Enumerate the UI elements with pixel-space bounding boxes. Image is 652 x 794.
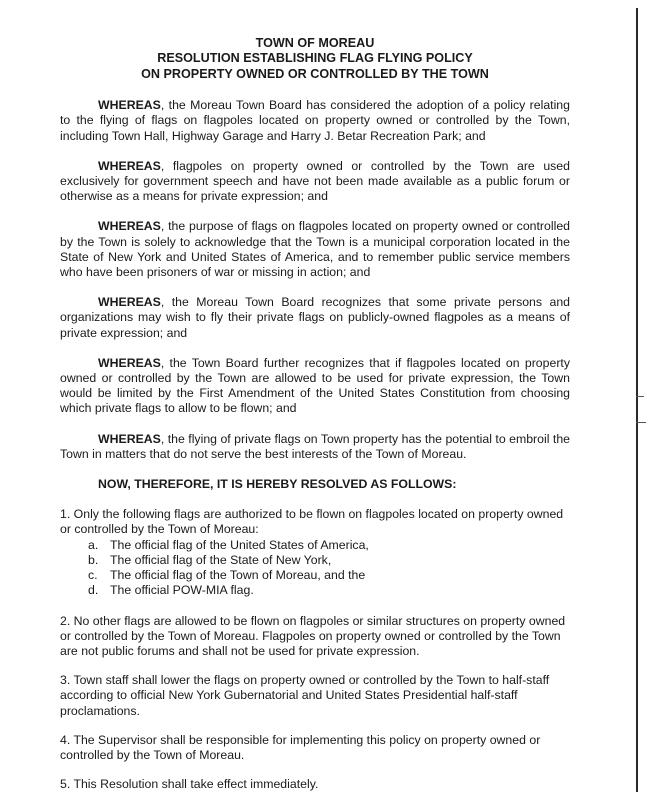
whereas-paragraph bbox=[60, 295, 570, 341]
whereas-text: , the purpose of flags on flagpoles located on property owned or controlled by the Town is solely to acknowledge that the Town is a municipal corporation located in the State of New York and United States of America, and to remember public service members who have been prisoners of war or missing in action; and bbox=[60, 219, 570, 280]
resolved-heading: NOW, THEREFORE, IT IS HEREBY RESOLVED AS FOLLOWS: bbox=[98, 477, 457, 492]
flag-item-text: The official flag of the United States of America, bbox=[110, 537, 369, 552]
authorized-flags-list bbox=[60, 538, 570, 599]
whereas-label: WHEREAS bbox=[98, 355, 161, 370]
whereas-paragraph bbox=[60, 98, 570, 144]
whereas-text: , the Town Board further recognizes that if flagpoles located on property owned or controlled by the Town are allowed to be used for private expression, the Town would be limited by the First Amendment of the United States Constitution from choosing which private flags to allow to be flown; and bbox=[60, 355, 570, 416]
whereas-text: , the Moreau Town Board recognizes that some private persons and organizations may wish to fly their private flags on publicly-owned flagpoles as a means of private expression; and bbox=[60, 295, 570, 340]
whereas-label: WHEREAS bbox=[98, 295, 161, 310]
whereas-paragraph bbox=[60, 432, 570, 462]
flag-item-letter: d. bbox=[88, 583, 99, 598]
scan-edge-line bbox=[636, 8, 638, 792]
resolution-item-4: 4. The Supervisor shall be responsible for implementing this policy on property owned or controlled by the Town of Moreau. bbox=[60, 732, 541, 762]
flag-list-item bbox=[88, 553, 570, 568]
flag-item-letter: a. bbox=[88, 537, 99, 552]
flag-item-letter: c. bbox=[88, 568, 98, 583]
whereas-text: , the flying of private flags on Town property has the potential to embroil the Town in matters that do not serve the best interests of the Town of Moreau. bbox=[60, 431, 570, 461]
flag-item-text: The official flag of the Town of Moreau, and the bbox=[110, 568, 366, 583]
resolution-item-5: 5. This Resolution shall take effect immediately. bbox=[60, 777, 319, 792]
whereas-paragraph bbox=[60, 159, 570, 205]
resolution-item-1: 1. Only the following flags are authorized to be flown on flagpoles located on property owned or controlled by the Town of Moreau: bbox=[60, 507, 564, 537]
flag-item-text: The official flag of the State of New York, bbox=[110, 552, 332, 567]
title-line-3: ON PROPERTY OWNED OR CONTROLLED BY THE TOWN bbox=[141, 66, 489, 81]
title-line-2: RESOLUTION ESTABLISHING FLAG FLYING POLICY bbox=[157, 51, 473, 66]
whereas-label: WHEREAS bbox=[98, 431, 161, 446]
whereas-label: WHEREAS bbox=[98, 98, 161, 113]
whereas-text: , flagpoles on property owned or controlled by the Town are used exclusively for government speech and have not been made available as a public forum or otherwise as a means for private expression; and bbox=[60, 158, 570, 204]
resolution-item-2: 2. No other flags are allowed to be flown on flagpoles or similar structures on property owned or controlled by the Town of Moreau. Flagpoles on property owned or controlled by the Town are not public forums and shall not be used for private expression. bbox=[60, 613, 566, 658]
whereas-label: WHEREAS bbox=[98, 219, 161, 234]
title-line-1: TOWN OF MOREAU bbox=[255, 36, 375, 50]
flag-item-text: The official POW-MIA flag. bbox=[110, 583, 254, 598]
whereas-text: , the Moreau Town Board has considered the adoption of a policy relating to the flying of flags on flagpoles located on property owned or controlled by the Town, including Town Hall, Highway Garage and Harry J. Betar Recreation Park; and bbox=[60, 98, 570, 143]
scan-edge-mark bbox=[636, 396, 644, 397]
whereas-paragraph bbox=[60, 356, 570, 417]
resolution-item-3: 3. Town staff shall lower the flags on property owned or controlled by the Town to half-staff according to official New York Gubernatorial and United States Presidential half-staff proclamations. bbox=[60, 673, 550, 718]
document-title bbox=[60, 36, 570, 82]
flag-item-letter: b. bbox=[88, 552, 99, 567]
flag-list-item bbox=[88, 568, 570, 583]
scan-edge-mark bbox=[636, 422, 646, 423]
whereas-paragraph bbox=[60, 219, 570, 280]
whereas-label: WHEREAS bbox=[98, 158, 161, 173]
flag-list-item bbox=[88, 583, 570, 598]
flag-list-item bbox=[88, 538, 570, 553]
resolution-document bbox=[60, 36, 570, 792]
